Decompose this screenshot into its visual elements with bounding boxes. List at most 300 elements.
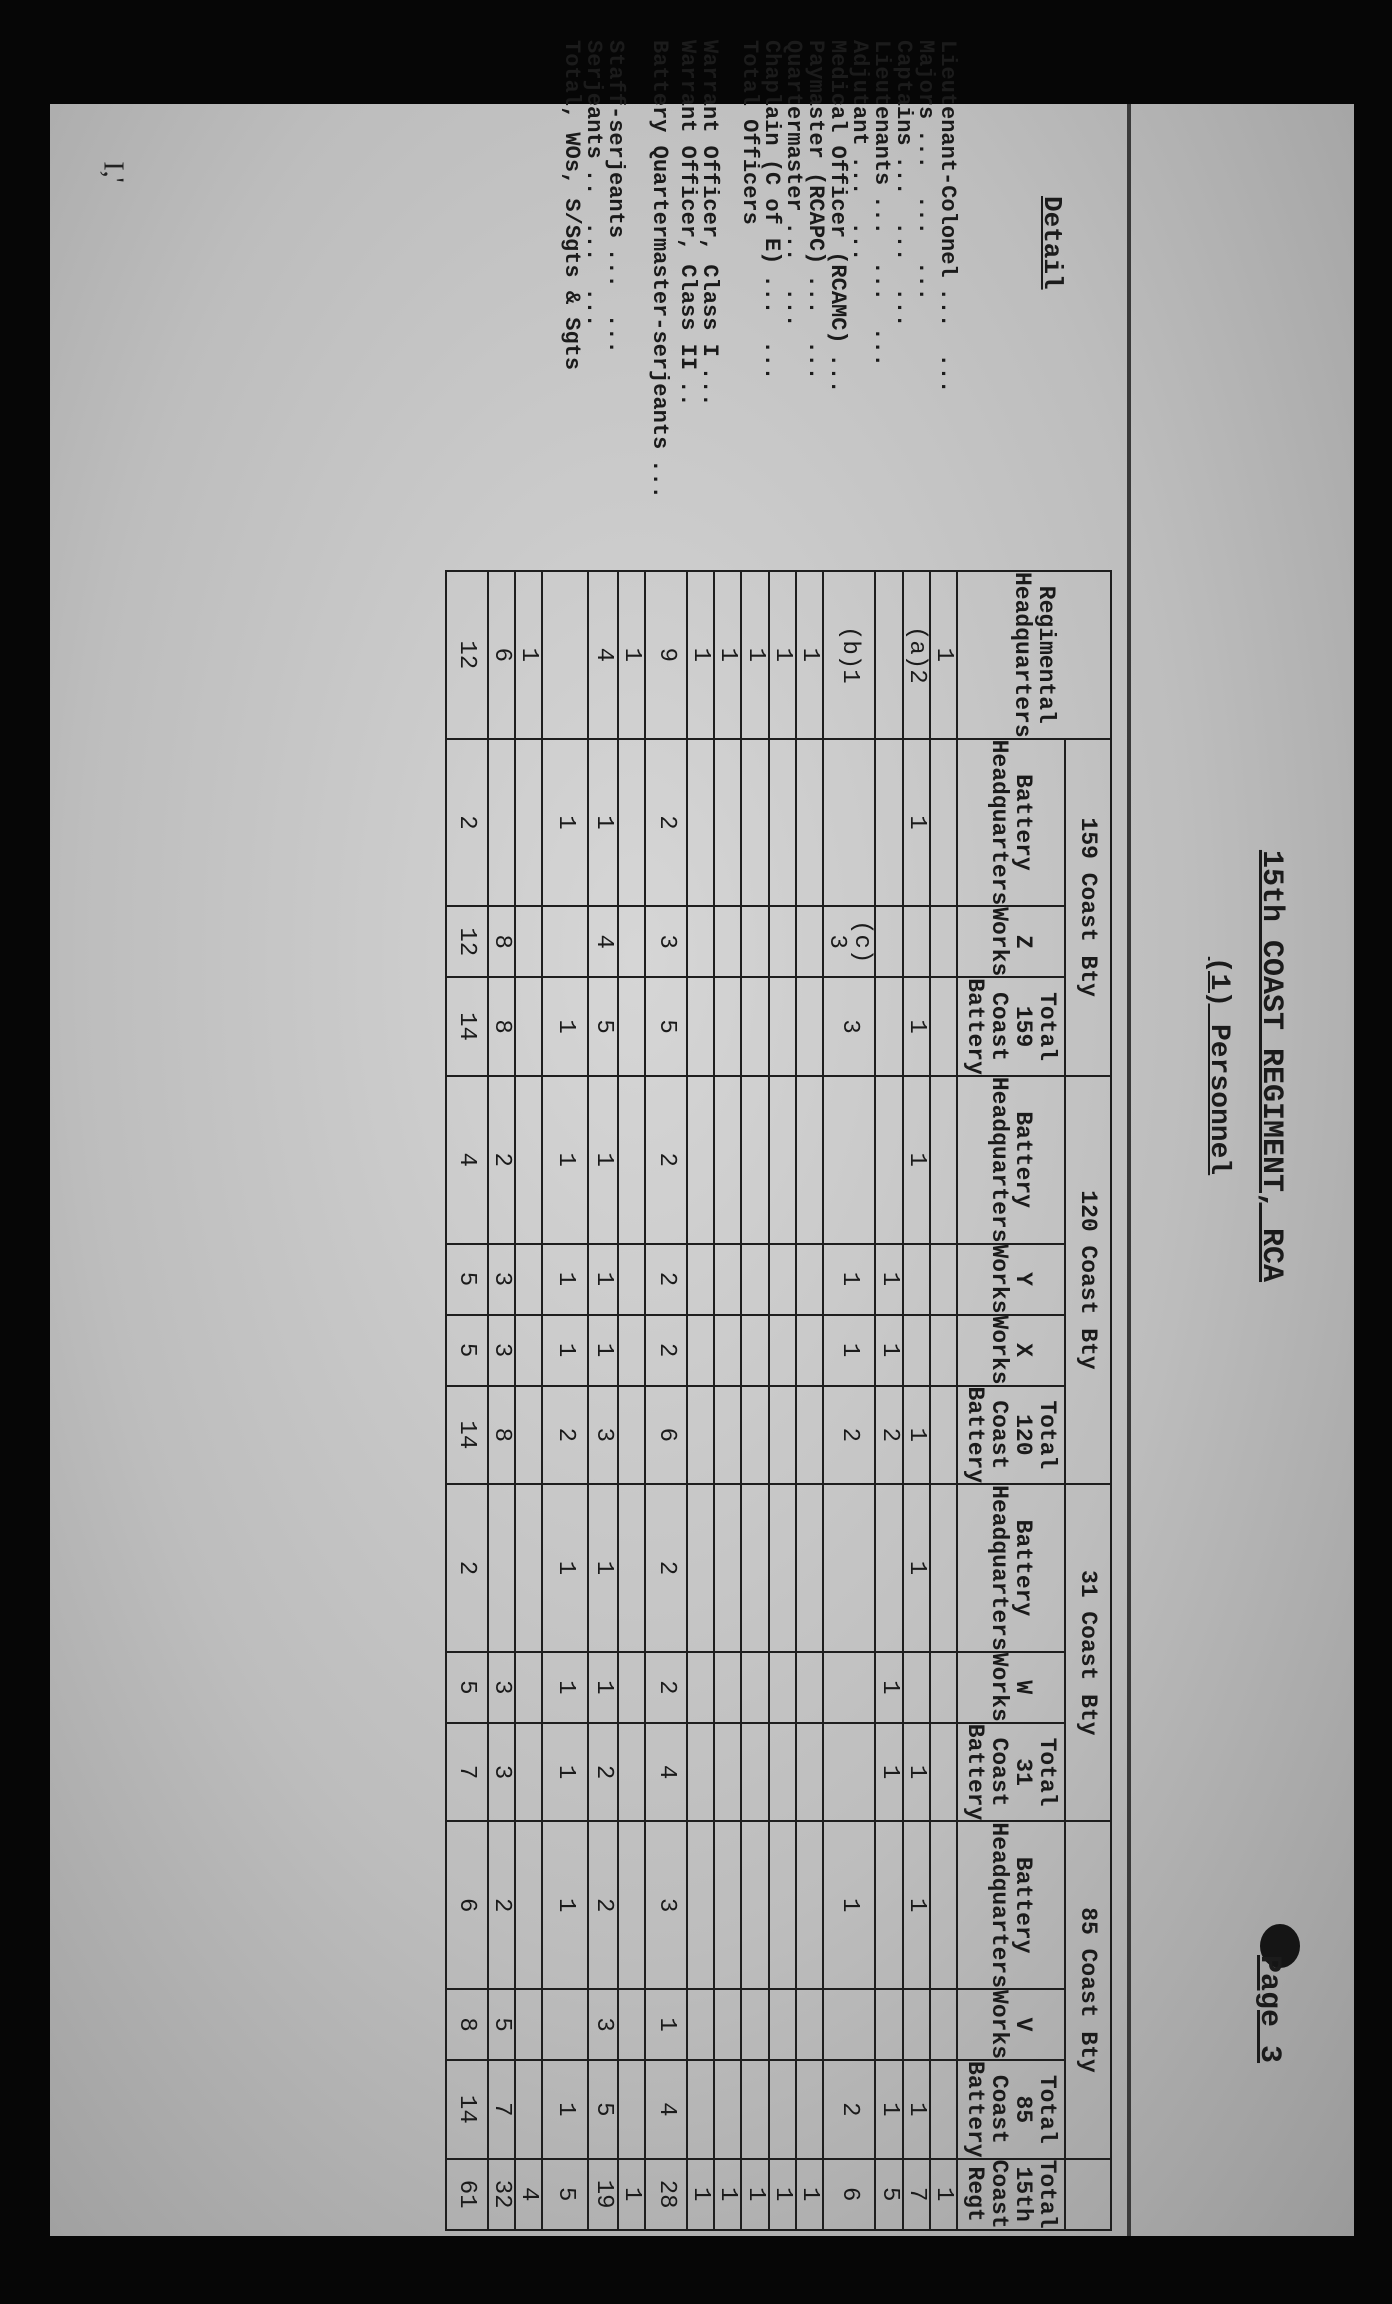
table-cell: 1	[542, 1484, 588, 1652]
table-cell: 2	[645, 1076, 687, 1244]
table-cell: 1	[903, 1386, 930, 1485]
table-cell: 1	[823, 1821, 875, 1989]
rank-label-row	[936, 40, 958, 560]
table-cell: 2	[645, 739, 687, 907]
table-cell	[515, 739, 542, 907]
table-cell: 2	[588, 1723, 618, 1822]
table-cell	[823, 1723, 875, 1822]
table-cell: 7	[446, 1723, 488, 1822]
table-cell: 1	[930, 571, 957, 739]
table-cell	[742, 1989, 769, 2060]
table-cell	[687, 906, 714, 977]
column-header: W Works	[957, 1652, 1065, 1723]
table-cell: 1	[588, 739, 618, 907]
table-cell: 1	[796, 571, 823, 739]
leader-dots: ... ...	[803, 274, 828, 381]
table-cell	[714, 1076, 741, 1244]
table-cell	[618, 906, 645, 977]
column-header: Total 120 Coast Battery	[957, 1386, 1065, 1485]
table-cell	[515, 2060, 542, 2159]
table-cell: 1	[618, 571, 645, 739]
table-cell	[769, 1315, 796, 1386]
table-cell: 1	[742, 571, 769, 739]
rank-label-row	[914, 40, 936, 560]
regimental-hq-header: Regimental Headquarters	[957, 571, 1111, 739]
table-cell: 1	[542, 1652, 588, 1723]
table-cell	[618, 1076, 645, 1244]
table-cell: 1	[515, 571, 542, 739]
table-cell: 5	[446, 1315, 488, 1386]
table-cell: 3	[588, 1989, 618, 2060]
table-cell: 9	[645, 571, 687, 739]
table-cell: 3	[645, 906, 687, 977]
leader-dots: .. ... ...	[581, 168, 606, 328]
table-cell	[796, 1386, 823, 1485]
table-cell	[714, 1989, 741, 2060]
table-cell: 8	[488, 906, 515, 977]
table-cell	[742, 1484, 769, 1652]
table-cell: (b)1	[823, 571, 875, 739]
table-cell: 4	[588, 571, 618, 739]
rank-label-row	[782, 40, 804, 560]
table-cell: 3	[488, 1723, 515, 1822]
table-cell	[875, 571, 902, 739]
table-cell: 6	[823, 2159, 875, 2230]
rank-label-row	[848, 40, 870, 560]
table-cell: 8	[488, 1386, 515, 1485]
table-cell: 3	[488, 1652, 515, 1723]
table-cell: 2	[645, 1652, 687, 1723]
table-cell: 4	[515, 2159, 542, 2230]
table-cell	[515, 977, 542, 1076]
table-cell: 1	[875, 1723, 902, 1822]
table-row	[588, 571, 618, 2230]
table-cell: 1	[687, 571, 714, 739]
table-cell	[618, 1315, 645, 1386]
table-cell: 1	[903, 1076, 930, 1244]
table-cell: 1	[714, 2159, 741, 2230]
column-header: Y Works	[957, 1244, 1065, 1315]
table-cell: 1	[796, 2159, 823, 2230]
table-cell: 1	[588, 1076, 618, 1244]
table-cell	[515, 1484, 542, 1652]
table-cell: 4	[446, 1076, 488, 1244]
table-cell: 1	[742, 2159, 769, 2230]
table-cell	[515, 1076, 542, 1244]
table-cell	[542, 1989, 588, 2060]
table-cell	[769, 2060, 796, 2159]
table-row	[823, 571, 875, 2230]
rank-label: Lieutenant-Colonel	[935, 40, 960, 278]
table-cell: 1	[823, 1244, 875, 1315]
table-cell: 14	[446, 2060, 488, 2159]
table-row	[446, 571, 488, 2230]
table-cell	[714, 906, 741, 977]
rank-label: Chaplain (C of E)	[759, 40, 784, 265]
rank-label: Battery Quartermaster-serjeants	[647, 40, 672, 450]
table-cell	[618, 977, 645, 1076]
personnel-table	[445, 570, 1112, 2231]
table-cell	[618, 1723, 645, 1822]
table-cell: 28	[645, 2159, 687, 2230]
leader-dots: ...	[697, 366, 722, 407]
rank-label-row	[582, 40, 604, 560]
table-row	[515, 571, 542, 2230]
table-cell	[515, 1386, 542, 1485]
column-header: Total 31 Coast Battery	[957, 1723, 1065, 1822]
table-cell	[618, 1386, 645, 1485]
table-cell	[796, 1076, 823, 1244]
leader-dots: ...	[647, 459, 672, 499]
page-number: Page 3	[1252, 1955, 1286, 2064]
table-cell: 6	[645, 1386, 687, 1485]
table-cell	[714, 1652, 741, 1723]
table-cell	[515, 1244, 542, 1315]
table-cell	[687, 1989, 714, 2060]
column-header: Battery Headquarters	[957, 739, 1065, 907]
leader-dots: ... ...	[781, 221, 806, 328]
table-cell	[769, 906, 796, 977]
page-title: 15th COAST REGIMENT, RCA	[1254, 849, 1288, 1283]
table-cell	[796, 1989, 823, 2060]
table-cell: 1	[542, 1076, 588, 1244]
rank-label-row	[804, 40, 826, 560]
leader-dots: ... ... ...	[869, 195, 894, 367]
detail-heading: Detail	[1037, 196, 1067, 290]
column-header: Battery Headquarters	[957, 1484, 1065, 1652]
table-cell	[769, 1652, 796, 1723]
rank-label-row	[720, 40, 760, 560]
table-cell	[742, 1821, 769, 1989]
table-cell: 8	[446, 1989, 488, 2060]
table-row	[714, 571, 741, 2230]
table-cell: 12	[446, 571, 488, 739]
table-cell	[769, 1989, 796, 2060]
table-cell: 1	[714, 571, 741, 739]
rank-label: Captains	[891, 40, 916, 146]
rank-label: Total, WOs, S/Sgts & Sgts	[559, 40, 584, 371]
table-cell	[930, 739, 957, 907]
rank-label: Majors	[913, 40, 938, 120]
rank-label-list	[542, 40, 958, 560]
table-cell	[618, 1244, 645, 1315]
table-cell	[618, 1652, 645, 1723]
table-cell: 2	[446, 1484, 488, 1652]
column-header-row	[957, 571, 1065, 2230]
rank-label: Warrant Officer, Class II	[675, 40, 700, 371]
leader-dots: ... ...	[603, 248, 628, 354]
battery-name-header: 120 Coast Bty	[1065, 1076, 1111, 1484]
table-cell: 1	[588, 1315, 618, 1386]
table-cell	[687, 2060, 714, 2159]
table-cell	[769, 977, 796, 1076]
table-cell	[742, 739, 769, 907]
table-cell	[742, 1386, 769, 1485]
table-cell	[618, 739, 645, 907]
table-cell	[930, 1315, 957, 1386]
rank-label: Warrant Officer, Class I	[697, 40, 722, 357]
table-cell: (c) 3	[823, 906, 875, 977]
table-cell	[769, 1076, 796, 1244]
table-cell: 3	[488, 1244, 515, 1315]
leader-dots: ..	[675, 380, 700, 407]
table-cell	[875, 1989, 902, 2060]
table-cell: 6	[446, 1821, 488, 1989]
table-cell	[714, 1484, 741, 1652]
leader-dots: ...	[825, 353, 850, 394]
table-cell	[769, 1386, 796, 1485]
table-cell: 2	[875, 1386, 902, 1485]
table-cell	[769, 1723, 796, 1822]
table-cell: 3	[588, 1386, 618, 1485]
rank-label-row	[892, 40, 914, 560]
table-cell	[714, 1386, 741, 1485]
table-cell	[488, 1484, 515, 1652]
rank-label-row	[604, 40, 626, 560]
table-cell: 1	[875, 1244, 902, 1315]
table-cell	[714, 1821, 741, 1989]
table-cell	[618, 2060, 645, 2159]
table-cell: 1	[769, 571, 796, 739]
table-cell	[796, 1315, 823, 1386]
table-row	[930, 571, 957, 2230]
table-cell: 2	[446, 739, 488, 907]
column-header: Total 85 Coast Battery	[957, 2060, 1065, 2159]
table-cell	[903, 906, 930, 977]
table-cell	[515, 1989, 542, 2060]
table-cell	[769, 1821, 796, 1989]
table-cell: 1	[903, 977, 930, 1076]
table-cell	[618, 1821, 645, 1989]
table-cell	[875, 1484, 902, 1652]
table-cell: 1	[542, 2060, 588, 2159]
table-cell	[930, 1386, 957, 1485]
table-cell	[687, 1244, 714, 1315]
table-cell	[687, 1315, 714, 1386]
table-cell	[823, 739, 875, 907]
table-cell	[796, 1484, 823, 1652]
table-cell: 1	[542, 977, 588, 1076]
rank-label-row	[626, 40, 670, 560]
table-cell: 1	[875, 1315, 902, 1386]
table-cell: 6	[488, 571, 515, 739]
table-row	[645, 571, 687, 2230]
table-cell: 2	[488, 1821, 515, 1989]
table-cell	[769, 739, 796, 907]
table-cell: 2	[645, 1315, 687, 1386]
page-subtitle: (1) Personnel	[1203, 956, 1234, 1176]
leader-dots: ... ...	[759, 274, 784, 381]
table-cell: 1	[618, 2159, 645, 2230]
table-cell	[687, 1076, 714, 1244]
rank-label: Adjutant	[847, 40, 872, 146]
table-cell: 3	[488, 1315, 515, 1386]
table-cell: 5	[446, 1244, 488, 1315]
table-cell: 1	[588, 1484, 618, 1652]
rank-label: Staff-serjeants	[603, 40, 628, 239]
table-cell: 7	[488, 2060, 515, 2159]
table-cell	[515, 906, 542, 977]
table-cell: 19	[588, 2159, 618, 2230]
table-cell: 1	[903, 739, 930, 907]
table-cell	[823, 1484, 875, 1652]
table-cell: 14	[446, 977, 488, 1076]
table-cell	[903, 1244, 930, 1315]
table-cell	[875, 977, 902, 1076]
table-cell: 5	[588, 2060, 618, 2159]
rank-label: Total Officers	[737, 40, 762, 225]
table-cell: 1	[903, 1723, 930, 1822]
table-cell: 4	[588, 906, 618, 977]
rank-label: Lieutenants	[869, 40, 894, 186]
battery-header-row	[1065, 571, 1111, 2230]
table-cell: 1	[542, 1244, 588, 1315]
column-header: V Works	[957, 1989, 1065, 2060]
table-cell	[930, 1723, 957, 1822]
leader-dots: ... ... ...	[891, 155, 916, 328]
table-cell: 1	[903, 1484, 930, 1652]
table-cell: 5	[588, 977, 618, 1076]
table-cell: 3	[823, 977, 875, 1076]
table-cell: 2	[542, 1386, 588, 1485]
corner-pen-mark: I,'	[97, 161, 129, 183]
table-cell	[875, 1821, 902, 1989]
table-cell: 1	[903, 1821, 930, 1989]
table-cell: 32	[488, 2159, 515, 2230]
table-cell	[903, 1989, 930, 2060]
table-cell: 2	[645, 1484, 687, 1652]
table-cell	[796, 2060, 823, 2159]
table-cell	[875, 1076, 902, 1244]
regiment-total-top-header	[1065, 2159, 1111, 2230]
table-cell: 1	[687, 2159, 714, 2230]
table-cell: 2	[645, 1244, 687, 1315]
regiment-total-header: Total 15th Coast Regt	[957, 2159, 1065, 2230]
table-cell: 1	[542, 1821, 588, 1989]
leader-dots: ... ...	[847, 155, 872, 262]
table-cell	[742, 1315, 769, 1386]
rank-label-row	[542, 40, 582, 560]
table-cell	[823, 1989, 875, 2060]
table-cell: 61	[446, 2159, 488, 2230]
table-cell: 1	[588, 1244, 618, 1315]
table-cell	[903, 1315, 930, 1386]
table-cell	[515, 1315, 542, 1386]
table-cell: 2	[588, 1821, 618, 1989]
table-cell	[488, 739, 515, 907]
table-cell: 1	[875, 2060, 902, 2159]
table-cell: 2	[488, 1076, 515, 1244]
rank-label: Serjeants	[581, 40, 606, 159]
rank-label-row	[760, 40, 782, 560]
table-cell: 7	[903, 2159, 930, 2230]
table-cell: 5	[488, 1989, 515, 2060]
table-cell	[930, 906, 957, 977]
battery-name-header: 159 Coast Bty	[1065, 739, 1111, 1076]
table-row	[542, 571, 588, 2230]
table-cell	[542, 571, 588, 739]
table-row	[687, 571, 714, 2230]
table-cell	[930, 977, 957, 1076]
table-cell	[823, 1652, 875, 1723]
table-cell	[742, 1076, 769, 1244]
table-cell: 2	[823, 2060, 875, 2159]
rank-label-row	[826, 40, 848, 560]
table-cell	[796, 977, 823, 1076]
table-cell	[515, 1821, 542, 1989]
battery-name-header: 31 Coast Bty	[1065, 1484, 1111, 1821]
table-cell	[930, 1076, 957, 1244]
table-row	[875, 571, 902, 2230]
column-header: Battery Headquarters	[957, 1076, 1065, 1244]
table-cell: 4	[645, 2060, 687, 2159]
column-header: X Works	[957, 1315, 1065, 1386]
table-cell	[903, 1652, 930, 1723]
table-cell	[769, 1484, 796, 1652]
table-row	[742, 571, 769, 2230]
table-cell	[930, 1821, 957, 1989]
table-cell: 1	[645, 1989, 687, 2060]
table-cell	[769, 1244, 796, 1315]
table-cell: 5	[446, 1652, 488, 1723]
column-header: Total 159 Coast Battery	[957, 977, 1065, 1076]
battery-name-header: 85 Coast Bty	[1065, 1821, 1111, 2158]
table-row	[618, 571, 645, 2230]
table-cell	[687, 1386, 714, 1485]
table-cell	[796, 906, 823, 977]
table-cell	[742, 1244, 769, 1315]
table-cell: 5	[542, 2159, 588, 2230]
table-cell	[714, 739, 741, 907]
table-cell	[742, 1723, 769, 1822]
table-cell	[823, 1076, 875, 1244]
table-cell: 2	[823, 1386, 875, 1485]
table-cell: 4	[645, 1723, 687, 1822]
table-cell: 8	[488, 977, 515, 1076]
table-cell	[687, 1652, 714, 1723]
table-cell: 1	[875, 1652, 902, 1723]
table-cell: 1	[542, 739, 588, 907]
table-cell	[714, 1244, 741, 1315]
rank-label-row	[698, 40, 720, 560]
table-cell	[618, 1484, 645, 1652]
table-cell	[687, 1723, 714, 1822]
table-cell	[796, 739, 823, 907]
table-cell	[930, 1244, 957, 1315]
table-cell	[687, 1821, 714, 1989]
table-cell	[742, 906, 769, 977]
table-cell	[687, 977, 714, 1076]
table-cell	[714, 1315, 741, 1386]
table-cell	[742, 2060, 769, 2159]
table-cell	[515, 1652, 542, 1723]
table-cell: 12	[446, 906, 488, 977]
table-row	[488, 571, 515, 2230]
table-cell: 1	[542, 1315, 588, 1386]
table-cell: 1	[769, 2159, 796, 2230]
table-cell: 5	[875, 2159, 902, 2230]
rank-label: Paymaster (RCAPC)	[803, 40, 828, 265]
table-cell	[687, 739, 714, 907]
table-cell	[714, 977, 741, 1076]
table-cell	[687, 1484, 714, 1652]
table-cell	[930, 1652, 957, 1723]
table-cell	[618, 1989, 645, 2060]
table-cell: (a)2	[903, 571, 930, 739]
table-cell	[930, 1484, 957, 1652]
table-cell: 5	[645, 977, 687, 1076]
leader-dots: ... ...	[935, 287, 960, 394]
